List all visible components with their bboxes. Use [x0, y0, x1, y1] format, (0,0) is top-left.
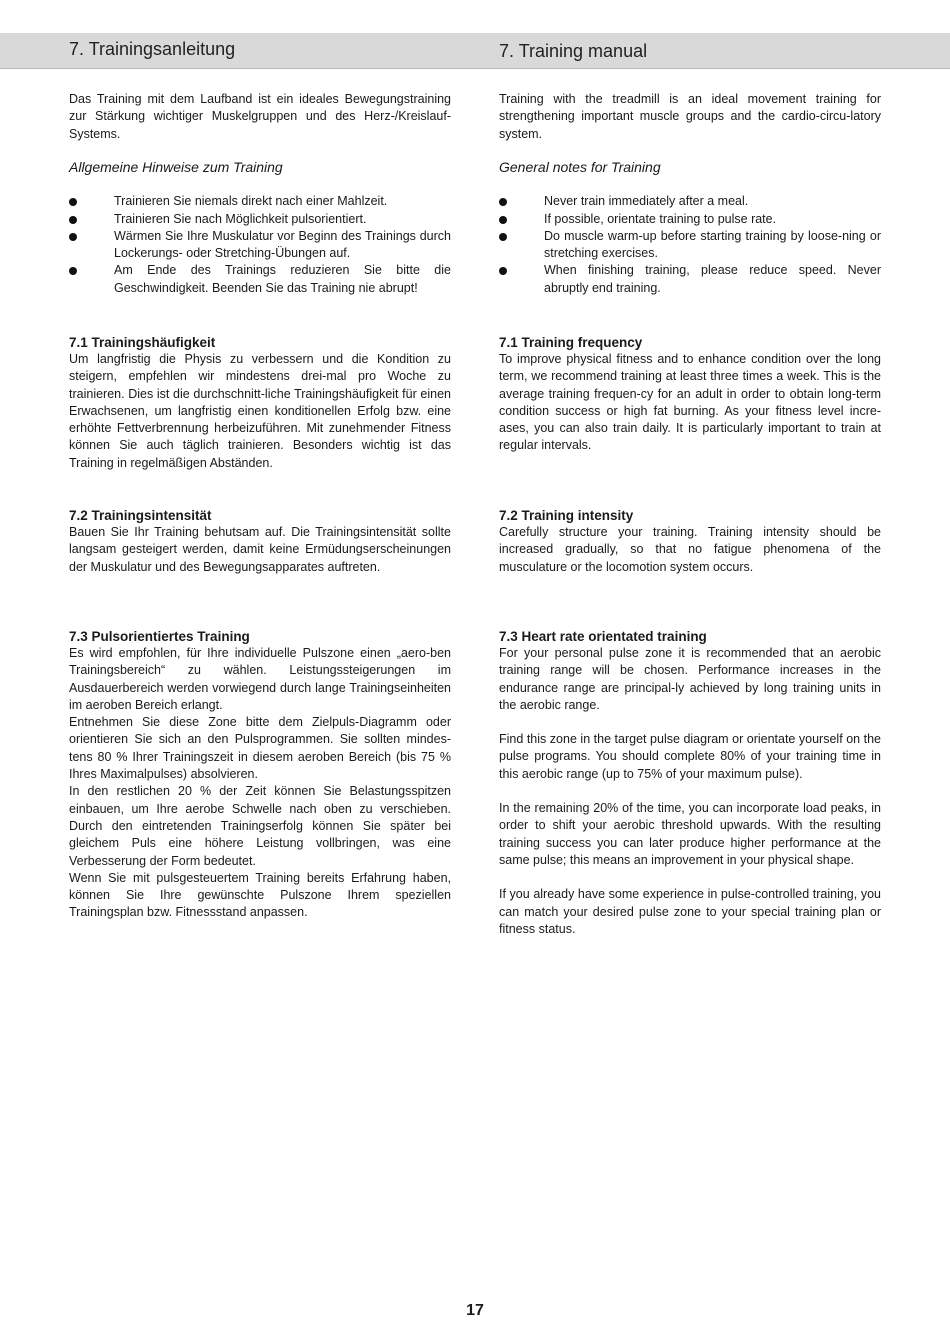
german-section-7-2 [69, 507, 451, 576]
english-text-7-3-p4: If you already have some experience in pulse-controlled training, you can match your desired pulse zone to your special training plan or fitness status. [499, 887, 881, 936]
page-number: 17 [466, 1302, 484, 1319]
german-bullet-list [69, 193, 451, 297]
section-title-english: 7. Training manual [499, 41, 648, 61]
bullet-icon [69, 233, 77, 241]
english-intro-block [499, 91, 881, 143]
section-title-german: 7. Trainingsanleitung [69, 39, 236, 59]
english-heading-7-2: 7.2 Training intensity [499, 508, 634, 523]
english-intro: Training with the treadmill is an ideal movement training for strengthening important muscle groups and the cardio-circu-latory system. [499, 92, 881, 141]
german-section-7-1 [69, 334, 451, 472]
german-text-7-3-p2: Entnehmen Sie diese Zone bitte dem Zielpuls-Diagramm oder orientieren Sie sich an den Pulsprogrammen. Sie sollten mindes-tens 80 % Ihrer Trainingszeit in diesem aeroben Bereich (bis 75 % Ihres Maximalpulses) absolvieren. [69, 715, 451, 782]
english-text-7-1: To improve physical fitness and to enhance condition over the long term, we recommend training at least three times a week. This is the average training frequen-cy for an adult in order to obtain long-term condition success or high fat burning. As your fitness level incre-ases, you can also train daily. It is particularly important to train at regular intervals. [499, 352, 881, 453]
list-item: Wärmen Sie Ihre Muskulatur vor Beginn des Trainings durch Lockerungs- oder Stretching-Übungen auf. [69, 228, 451, 263]
list-item: If possible, orientate training to pulse rate. [499, 211, 881, 228]
english-text-7-3-p3: In the remaining 20% of the time, you can incorporate load peaks, in order to shift your aerobic threshold upwards. With the resulting training success you can later produce higher performance at the same pulse; this means an improvement in your physical shape. [499, 801, 881, 867]
german-intro: Das Training mit dem Laufband ist ein ideales Bewegungstraining zur Stärkung wichtiger Muskelgruppen und des Herz-/Kreislauf-Systems. [69, 92, 451, 141]
german-text-7-1: Um langfristig die Physis zu verbessern und die Kondition zu steigern, empfehlen wir mindestens drei-mal pro Woche zu trainieren. Dies ist die durchschnitt-liche Trainingshäufigkeit für einen Erwachsenen, um langfristig einen konditionellen Erfolg bzw. eine erhöhte Fettverbrennung herbeizuführen. Mit zunehmender Fitness können Sie auch täglich trainieren. Besonders wichtig ist das Training in regelmäßigen Abständen. [69, 352, 451, 470]
english-section-7-1 [499, 334, 881, 455]
english-text-7-2: Carefully structure your training. Training intensity should be increased gradually, so that no fatigue phenomena of the musculature or the locomotion system occurs. [499, 525, 881, 574]
german-text-7-3-p3: In den restlichen 20 % der Zeit können Sie Belastungsspitzen einbauen, um Ihre aerobe Schwelle nach oben zu verschieben. Durch den eintretenden Trainingserfolg können Sie später bei gleichem Puls eine höhere Leistung vollbringen, was eine Verbesserung der Form bedeutet. [69, 784, 451, 868]
german-section-7-3 [69, 628, 451, 922]
list-item: Am Ende des Trainings reduzieren Sie bitte die Geschwindigkeit. Beenden Sie das Training nie abrupt! [69, 262, 451, 297]
bullet-icon [499, 267, 507, 275]
english-bullet-list [499, 193, 881, 297]
german-heading-7-2: 7.2 Trainingsintensität [69, 508, 212, 523]
english-text-7-3-p2: Find this zone in the target pulse diagram or orientate yourself on the pulse programs. You should complete 80% of your training time in this aerobic range (up to 75% of your maximum pulse). [499, 732, 881, 781]
german-general-heading: Allgemeine Hinweise zum Training [69, 159, 283, 175]
german-general-notes [69, 159, 451, 297]
english-general-heading: General notes for Training [499, 159, 661, 175]
german-heading-7-3: 7.3 Pulsorientiertes Training [69, 629, 250, 644]
bullet-icon [499, 216, 507, 224]
bullet-icon [499, 233, 507, 241]
bullet-icon [69, 216, 77, 224]
list-item: Do muscle warm-up before starting training by loose-ning or stretching exercises. [499, 228, 881, 263]
english-heading-7-3: 7.3 Heart rate orientated training [499, 629, 707, 644]
list-item: When finishing training, please reduce speed. Never abruptly end training. [499, 262, 881, 297]
english-heading-7-1: 7.1 Training frequency [499, 335, 643, 350]
german-text-7-3-p4: Wenn Sie mit pulsgesteuertem Training bereits Erfahrung haben, können Sie Ihre gewünschte Pulszone Ihrem speziellen Trainingsplan bzw. Fitnessstand anpassen. [69, 870, 451, 920]
english-section-7-3 [499, 628, 881, 938]
bullet-icon [69, 198, 77, 206]
english-general-notes [499, 159, 881, 297]
german-text-7-3-p1: Es wird empfohlen, für Ihre individuelle Pulszone einen „aero-ben Trainingsbereich“ zu wählen. Leistungssteigerungen im Ausdauerbereich werden vorwiegend durch lange Trainingseinheiten im aeroben Bereich erlangt. [69, 646, 451, 712]
list-item: Trainieren Sie nach Möglichkeit pulsorientiert. [69, 211, 451, 228]
german-text-7-2: Bauen Sie Ihr Training behutsam auf. Die Trainingsintensität sollte langsam gesteigert werden, damit keine Ermüdungserscheinungen der Muskulatur und des Bewegungsapparates auftreten. [69, 525, 451, 574]
english-section-7-2 [499, 507, 881, 576]
german-heading-7-1: 7.1 Trainingshäufigkeit [69, 335, 216, 350]
bullet-icon [69, 267, 77, 275]
header-band [0, 33, 950, 69]
german-intro-block [69, 91, 451, 143]
list-item: Never train immediately after a meal. [499, 193, 881, 210]
english-text-7-3-p1: For your personal pulse zone it is recommended that an aerobic training range will be chosen. Performance increases in the endurance range are principal-ly achieved by long training units in the aerobic range. [499, 646, 881, 712]
list-item: Trainieren Sie niemals direkt nach einer Mahlzeit. [69, 193, 451, 210]
bullet-icon [499, 198, 507, 206]
